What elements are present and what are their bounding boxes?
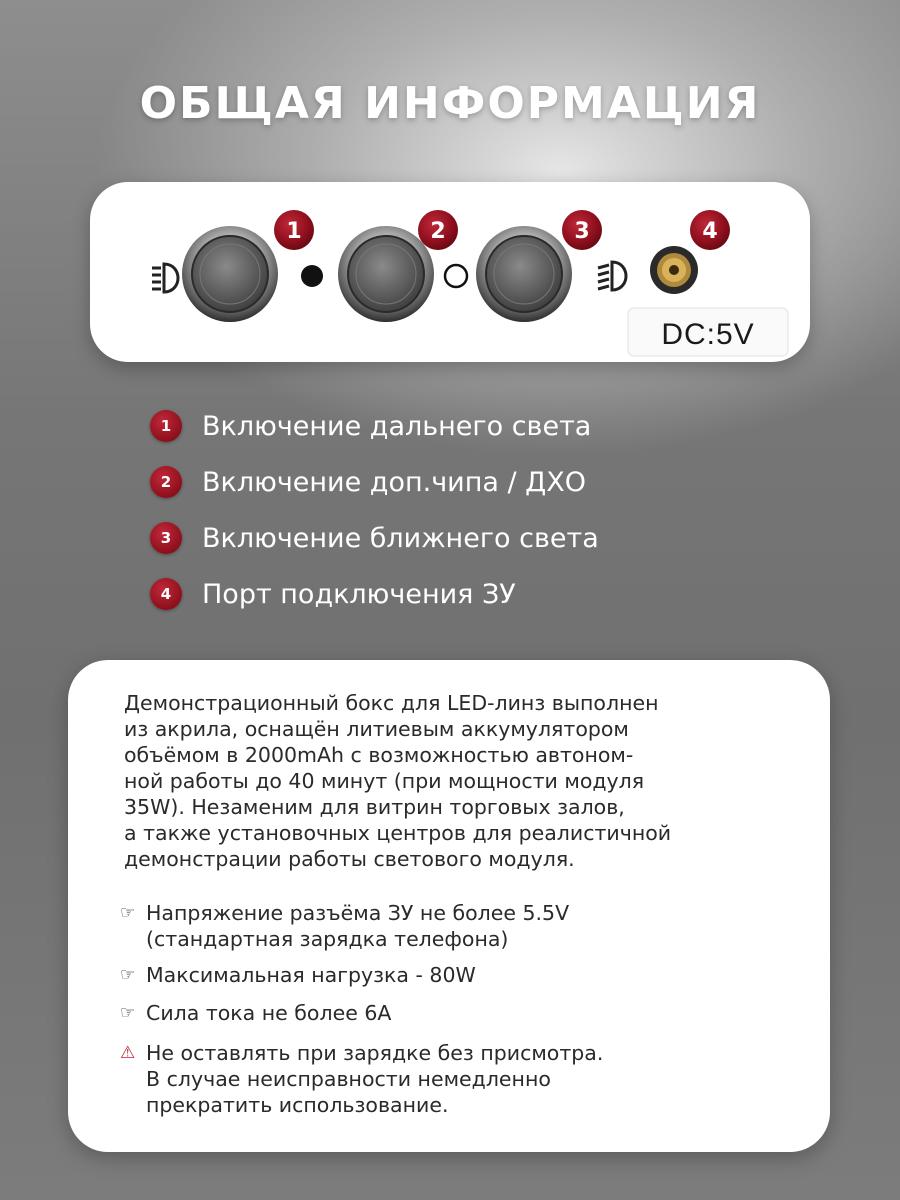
legend-text: Порт подключения ЗУ: [202, 578, 516, 610]
button-drl[interactable]: [338, 226, 434, 322]
description-line: из акрила, оснащён литиевым аккумулятором: [124, 717, 629, 741]
description-line: 35W). Незаменим для витрин торговых залов,: [124, 795, 625, 819]
bullet-text: Максимальная нагрузка - 80W: [146, 963, 476, 987]
badge-1: [274, 210, 314, 250]
bullet-text: Не оставлять при зарядке без присмотра. В случае неисправности немедленно прекратить использование.: [146, 1041, 604, 1117]
legend-badge: 1: [150, 410, 182, 442]
pointing-hand-icon: ☞: [120, 1003, 136, 1023]
legend-item: [150, 572, 516, 616]
badge-4: [690, 210, 730, 250]
legend-text: Включение доп.чипа / ДХО: [202, 466, 586, 498]
warning-icon: ⚠: [120, 1043, 136, 1063]
svg-text:2: 2: [430, 219, 446, 244]
button-high-beam[interactable]: [182, 226, 278, 322]
warning-bullet: [120, 1040, 800, 1118]
description-line: ной работы до 40 минут (при мощности модуля: [124, 769, 645, 793]
svg-text:4: 4: [702, 219, 718, 244]
page-title: ОБЩАЯ ИНФОРМАЦИЯ: [139, 78, 761, 129]
bullet-text: Сила тока не более 6А: [146, 1001, 392, 1025]
badge-2: [418, 210, 458, 250]
svg-text:3: 3: [574, 219, 590, 244]
pointing-hand-icon: ☞: [120, 903, 136, 923]
low-beam-icon: [598, 262, 626, 290]
info-card: [68, 660, 830, 1152]
indicator-dot-empty-icon: [445, 265, 467, 287]
legend-text: Включение дальнего света: [202, 410, 592, 442]
dc-port-icon: [650, 246, 698, 294]
description-line: а также установочных центров для реалистичной: [124, 821, 672, 845]
legend-item: [150, 516, 599, 560]
description-line: демонстрации работы светового модуля.: [124, 847, 575, 871]
bullet-text: Напряжение разъёма ЗУ не более 5.5V (стандартная зарядка телефона): [146, 901, 570, 951]
description-paragraph: [124, 690, 804, 872]
svg-text:1: 1: [286, 219, 302, 244]
legend-badge: 3: [150, 522, 182, 554]
legend-text: Включение ближнего света: [202, 522, 599, 554]
spec-bullet: [120, 900, 800, 952]
high-beam-icon: [152, 264, 178, 292]
legend-item: [150, 460, 586, 504]
legend-badge: 4: [150, 578, 182, 610]
indicator-dot-filled-icon: [301, 265, 323, 287]
badge-3: [562, 210, 602, 250]
spec-bullet: [120, 1000, 800, 1026]
button-low-beam[interactable]: [476, 226, 572, 322]
spec-bullet: [120, 962, 800, 988]
pointing-hand-icon: ☞: [120, 965, 136, 985]
legend-item: [150, 404, 591, 448]
dc-label: DC:5V: [661, 318, 755, 351]
description-line: Демонстрационный бокс для LED-линз выполнен: [124, 691, 659, 715]
description-line: объёмом в 2000mAh с возможностью автоном-: [124, 743, 634, 767]
legend-badge: 2: [150, 466, 182, 498]
control-panel: [90, 182, 810, 362]
